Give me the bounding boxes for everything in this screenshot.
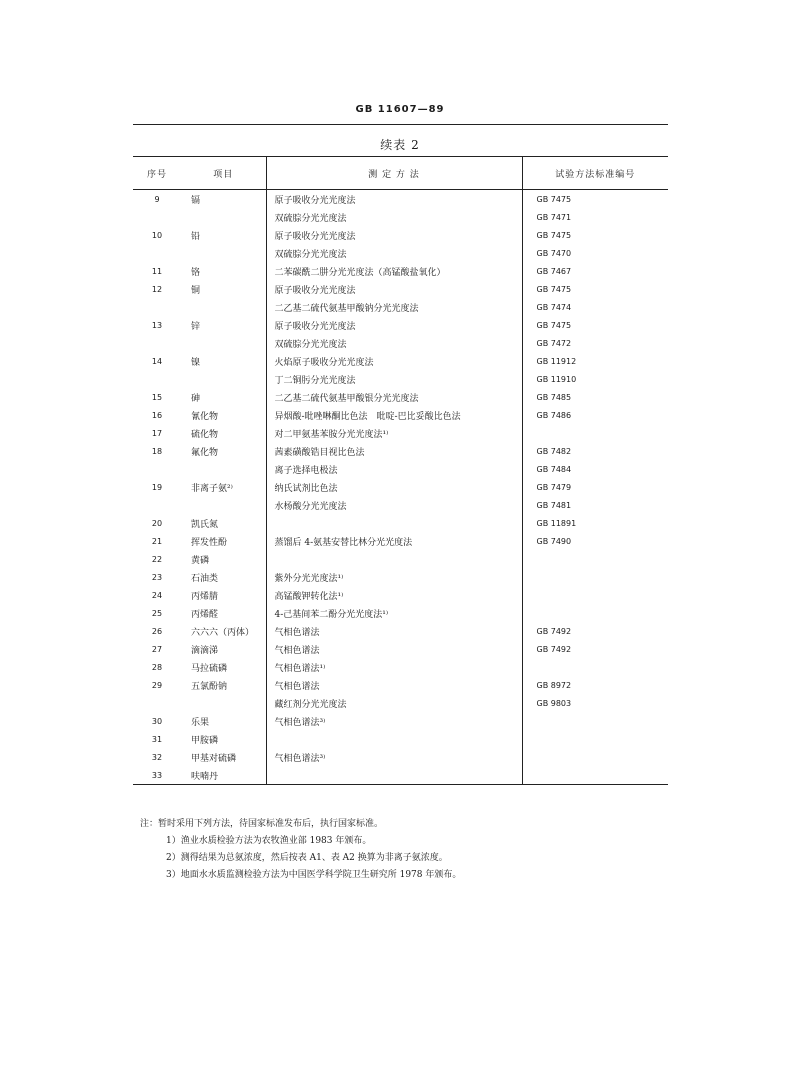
row-method: 火焰原子吸收分光光度法 — [266, 352, 522, 370]
row-item: 滴滴涕 — [191, 645, 219, 656]
row-number: 27 — [151, 644, 163, 654]
row-number: 12 — [151, 284, 163, 294]
row-item: 硫化物 — [191, 429, 219, 440]
row-method: 原子吸收分光光度法 — [266, 316, 522, 334]
row-number: 30 — [151, 716, 163, 726]
column-header-standard: 试验方法标准编号 — [522, 157, 668, 190]
row-standard: GB 8972 — [536, 680, 572, 690]
row-method: 气相色谱法¹⁾ — [266, 658, 522, 676]
row-number — [133, 460, 181, 478]
table-row — [133, 478, 668, 496]
row-standard: GB 11910 — [536, 374, 577, 384]
row-standard: GB 11891 — [536, 518, 577, 528]
row-standard — [522, 550, 668, 568]
table-row — [133, 190, 668, 209]
row-item — [181, 208, 266, 226]
row-method: 水杨酸分光光度法 — [266, 496, 522, 514]
table-header-row — [133, 157, 668, 190]
table-body — [133, 190, 668, 785]
row-method: 纳氏试剂比色法 — [266, 478, 522, 496]
row-method: 紫外分光光度法¹⁾ — [266, 568, 522, 586]
row-item: 丙烯醛 — [191, 609, 219, 620]
table-row — [133, 496, 668, 514]
table-row — [133, 622, 668, 640]
row-standard — [522, 712, 668, 730]
row-number: 32 — [151, 752, 163, 762]
row-item: 丙烯腈 — [191, 591, 219, 602]
row-item: 铜 — [191, 285, 201, 296]
row-standard — [522, 586, 668, 604]
table-row — [133, 658, 668, 676]
table-row — [133, 568, 668, 586]
table-row — [133, 514, 668, 532]
row-number: 26 — [151, 626, 163, 636]
row-number: 22 — [151, 554, 163, 564]
table-row — [133, 406, 668, 424]
row-method: 二苯碳酰二肼分光光度法（高锰酸盐氧化） — [266, 262, 522, 280]
row-method: 原子吸收分光光度法 — [266, 226, 522, 244]
table-row — [133, 298, 668, 316]
row-number: 31 — [151, 734, 163, 744]
document-code: GB 11607—89 — [355, 104, 445, 115]
row-item: 凯氏氮 — [191, 519, 219, 530]
row-item: 镉 — [191, 195, 201, 206]
row-method: 4-己基间苯二酚分光光度法¹⁾ — [266, 604, 522, 622]
row-method — [266, 550, 522, 568]
row-method — [266, 766, 522, 784]
row-standard: GB 7475 — [536, 230, 572, 240]
table-row — [133, 766, 668, 784]
row-method — [266, 730, 522, 748]
row-standard: GB 7474 — [536, 302, 572, 312]
row-number: 18 — [151, 446, 163, 456]
table-row — [133, 388, 668, 406]
row-item: 锌 — [191, 321, 201, 332]
row-method: 异烟酸-吡唑啉酮比色法 吡啶-巴比妥酸比色法 — [266, 406, 522, 424]
row-number: 24 — [151, 590, 163, 600]
table-row — [133, 244, 668, 262]
row-number: 28 — [151, 662, 163, 672]
row-number: 25 — [151, 608, 163, 618]
row-item: 五氯酚钠 — [191, 681, 228, 692]
notes-heading: 注：暂时采用下列方法，待国家标准发布后，执行国家标准。 — [140, 819, 384, 829]
column-header-no: 序号 — [133, 157, 181, 190]
header-rule — [133, 124, 668, 125]
table-row — [133, 712, 668, 730]
row-item: 氟化物 — [191, 447, 219, 458]
row-item: 六六六（丙体） — [191, 627, 255, 638]
note-line-3: 3）地面水水质监测检验方法为中国医学科学院卫生研究所 1978 年颁布。 — [166, 870, 462, 880]
row-number — [133, 370, 181, 388]
table-row — [133, 442, 668, 460]
row-item — [181, 460, 266, 478]
table-row — [133, 532, 668, 550]
row-standard: GB 7475 — [536, 284, 572, 294]
row-number: 11 — [151, 266, 163, 276]
row-standard: GB 7482 — [536, 446, 572, 456]
row-standard: GB 7472 — [536, 338, 572, 348]
row-item: 挥发性酚 — [191, 537, 228, 548]
row-method: 气相色谱法 — [266, 622, 522, 640]
row-number — [133, 244, 181, 262]
row-standard — [522, 730, 668, 748]
row-item — [181, 334, 266, 352]
row-method: 原子吸收分光光度法 — [266, 280, 522, 298]
row-standard: GB 7475 — [536, 320, 572, 330]
row-standard — [522, 748, 668, 766]
row-method: 藏红剂分光光度法 — [266, 694, 522, 712]
row-method: 双硫腙分光光度法 — [266, 208, 522, 226]
row-standard — [522, 604, 668, 622]
table-row — [133, 460, 668, 478]
row-item: 呋喃丹 — [191, 771, 219, 782]
note-line-1: 1）渔业水质检验方法为农牧渔业部 1983 年颁布。 — [166, 836, 372, 846]
table-row — [133, 262, 668, 280]
row-method: 双硫腙分光光度法 — [266, 244, 522, 262]
row-item: 石油类 — [191, 573, 219, 584]
row-item: 乐果 — [191, 717, 210, 728]
row-standard — [522, 766, 668, 784]
row-number — [133, 496, 181, 514]
row-method: 原子吸收分光光度法 — [266, 190, 522, 209]
table-row — [133, 640, 668, 658]
row-number — [133, 208, 181, 226]
row-number: 17 — [151, 428, 163, 438]
row-standard: GB 7471 — [536, 212, 572, 222]
row-item: 镍 — [191, 357, 201, 368]
table-row — [133, 748, 668, 766]
row-item: 非离子氨²⁾ — [191, 483, 233, 494]
row-standard — [522, 658, 668, 676]
table-row — [133, 226, 668, 244]
table-row — [133, 352, 668, 370]
row-number — [133, 694, 181, 712]
row-item — [181, 694, 266, 712]
table-row — [133, 730, 668, 748]
row-method: 对二甲氨基苯胺分光光度法¹⁾ — [266, 424, 522, 442]
row-number: 16 — [151, 410, 163, 420]
row-method: 双硫腙分光光度法 — [266, 334, 522, 352]
table-row — [133, 424, 668, 442]
row-standard — [522, 424, 668, 442]
row-item: 氰化物 — [191, 411, 219, 422]
row-item — [181, 244, 266, 262]
row-number: 21 — [151, 536, 163, 546]
row-item — [181, 298, 266, 316]
row-item: 铬 — [191, 267, 201, 278]
row-standard: GB 7490 — [536, 536, 572, 546]
row-number: 33 — [151, 770, 163, 780]
row-standard: GB 7467 — [536, 266, 572, 276]
row-item: 甲基对硫磷 — [191, 753, 237, 764]
row-method: 离子选择电极法 — [266, 460, 522, 478]
column-header-method: 测 定 方 法 — [266, 157, 522, 190]
row-number — [133, 334, 181, 352]
table-row — [133, 550, 668, 568]
row-standard: GB 11912 — [536, 356, 577, 366]
row-method: 二乙基二硫代氨基甲酸钠分光光度法 — [266, 298, 522, 316]
table-row — [133, 316, 668, 334]
row-method: 气相色谱法³⁾ — [266, 748, 522, 766]
table-title: 续表 2 — [380, 138, 420, 152]
table-row — [133, 370, 668, 388]
note-line-2: 2）测得结果为总氨浓度，然后按表 A1、表 A2 换算为非离子氨浓度。 — [166, 853, 448, 863]
row-method: 蒸馏后 4-氨基安替比林分光光度法 — [266, 532, 522, 550]
row-standard — [522, 568, 668, 586]
row-item: 甲胺磷 — [191, 735, 219, 746]
column-header-item: 项目 — [181, 157, 266, 190]
standards-table-wrapper — [133, 156, 668, 785]
row-number: 10 — [151, 230, 163, 240]
row-item — [181, 370, 266, 388]
row-item: 马拉硫磷 — [191, 663, 228, 674]
row-method: 高锰酸钾转化法¹⁾ — [266, 586, 522, 604]
row-item — [181, 496, 266, 514]
row-method: 茜素磺酸锆目视比色法 — [266, 442, 522, 460]
row-method: 二乙基二硫代氨基甲酸银分光光度法 — [266, 388, 522, 406]
table-row — [133, 586, 668, 604]
row-item: 砷 — [191, 393, 201, 404]
row-number: 14 — [151, 356, 163, 366]
row-standard: GB 7479 — [536, 482, 572, 492]
table-row — [133, 694, 668, 712]
table-row — [133, 208, 668, 226]
row-number: 13 — [151, 320, 163, 330]
row-method: 气相色谱法³⁾ — [266, 712, 522, 730]
row-method: 丁二铜肟分光光度法 — [266, 370, 522, 388]
table-row — [133, 676, 668, 694]
row-number — [133, 298, 181, 316]
table-row — [133, 334, 668, 352]
row-standard: GB 7475 — [536, 194, 572, 204]
row-method: 气相色谱法 — [266, 676, 522, 694]
row-standard: GB 7486 — [536, 410, 572, 420]
row-method — [266, 514, 522, 532]
table-row — [133, 604, 668, 622]
standards-table — [133, 157, 668, 784]
table-row — [133, 280, 668, 298]
row-standard: GB 7492 — [536, 644, 572, 654]
row-number: 29 — [151, 680, 163, 690]
row-number: 15 — [151, 392, 163, 402]
row-standard: GB 9803 — [536, 698, 572, 708]
row-number: 19 — [151, 482, 163, 492]
row-standard: GB 7485 — [536, 392, 572, 402]
row-standard: GB 7470 — [536, 248, 572, 258]
row-standard: GB 7492 — [536, 626, 572, 636]
row-item: 铅 — [191, 231, 201, 242]
row-item: 黄磷 — [191, 555, 210, 566]
row-number: 20 — [151, 518, 163, 528]
table-notes — [140, 816, 660, 884]
row-standard: GB 7484 — [536, 464, 572, 474]
row-method: 气相色谱法 — [266, 640, 522, 658]
row-standard: GB 7481 — [536, 500, 572, 510]
row-number: 9 — [154, 194, 160, 204]
row-number: 23 — [151, 572, 163, 582]
